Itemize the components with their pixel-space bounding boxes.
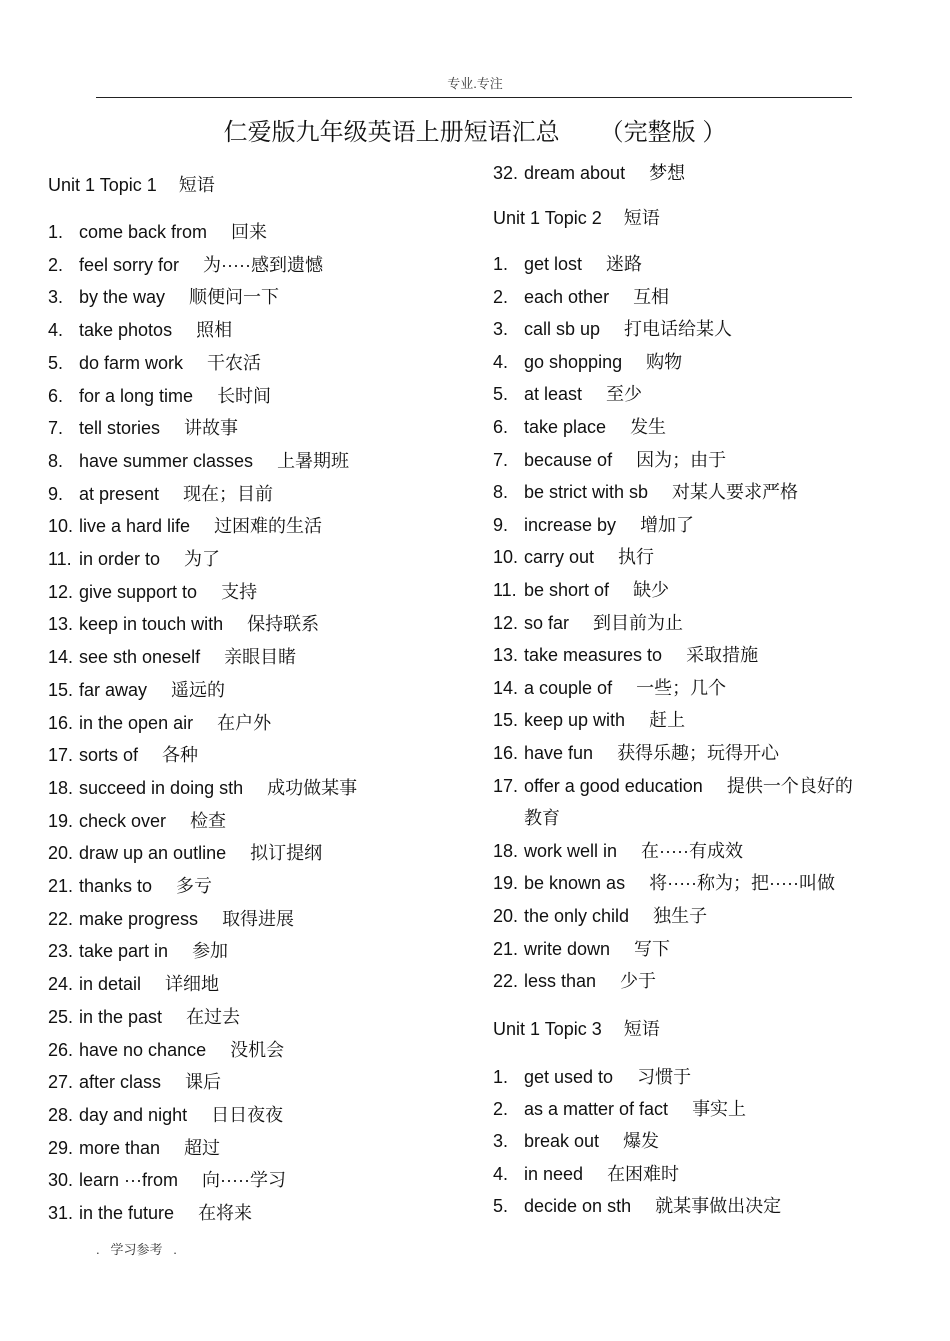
phrase-item <box>48 1202 252 1224</box>
phrase-chinese: 亲眼目睹 <box>224 647 297 668</box>
phrase-item <box>493 416 666 438</box>
phrase-english: check over <box>79 810 167 831</box>
phrase-english: be known as <box>524 873 626 894</box>
phrase-english: call sb up <box>524 319 601 340</box>
phrase-item <box>48 777 357 799</box>
phrase-english: keep in touch with <box>79 614 224 635</box>
phrase-english: more than <box>79 1137 161 1158</box>
phrase-chinese: 保持联系 <box>247 614 320 635</box>
phrase-english: in order to <box>79 549 161 569</box>
phrase-item <box>48 254 323 276</box>
phrase-chinese: 就某事做出决定 <box>655 1195 782 1216</box>
phrase-chinese: 对某人要求严格 <box>672 482 799 503</box>
phrase-item <box>48 744 198 766</box>
item-number: 5. <box>493 384 509 405</box>
phrase-english: draw up an outline <box>79 843 227 864</box>
phrase-english: the only child <box>524 906 630 926</box>
phrase-chinese: 没机会 <box>230 1039 285 1060</box>
phrase-chinese: 发生 <box>630 417 667 437</box>
phrase-chinese: 梦想 <box>649 163 686 183</box>
item-number: 28. <box>48 1104 74 1125</box>
item-number: 4. <box>493 1163 509 1184</box>
item-number: 19. <box>493 873 519 894</box>
phrase-chinese: 讲故事 <box>184 418 239 439</box>
section-label: 短语 <box>178 175 215 195</box>
item-number: 3. <box>493 1131 509 1152</box>
phrase-item <box>48 1137 220 1159</box>
phrase-chinese: 到目前为止 <box>593 612 684 633</box>
phrase-item <box>48 450 349 472</box>
phrase-english: feel sorry for <box>79 254 180 275</box>
phrase-english: do farm work <box>79 352 184 373</box>
phrase-item <box>493 970 656 992</box>
phrase-chinese: 干农活 <box>207 352 262 373</box>
phrase-english: after class <box>79 1072 162 1093</box>
phrase-english: 教育 <box>524 808 560 829</box>
phrase-item <box>493 905 707 927</box>
phrase-english: as a matter of fact <box>524 1099 669 1120</box>
section-heading <box>493 207 660 229</box>
phrase-chinese: 照相 <box>196 320 233 341</box>
item-number: 9. <box>493 514 509 535</box>
item-number: 5. <box>48 352 64 373</box>
phrase-item <box>493 1195 781 1217</box>
phrase-chinese: 迷路 <box>606 254 643 274</box>
phrase-english: far away <box>79 679 148 700</box>
item-number: 22. <box>493 971 519 992</box>
phrase-chinese: 过困难的生活 <box>214 516 323 537</box>
phrase-item <box>48 221 267 243</box>
phrase-english: day and night <box>79 1104 188 1125</box>
phrase-english: take measures to <box>524 645 663 666</box>
section-title: Unit 1 Topic 3 <box>493 1019 602 1039</box>
phrase-chinese: 课后 <box>185 1072 222 1093</box>
item-number: 7. <box>493 449 509 470</box>
phrase-item <box>48 417 238 439</box>
item-number: 15. <box>493 710 519 731</box>
phrase-english: because of <box>524 449 613 470</box>
item-number: 4. <box>493 351 509 372</box>
phrase-english: be strict with sb <box>524 482 649 503</box>
item-number: 29. <box>48 1137 74 1158</box>
phrase-english: sorts of <box>79 745 139 766</box>
phrase-item <box>48 712 271 734</box>
phrase-item <box>493 1163 679 1185</box>
phrase-item <box>48 1169 286 1191</box>
phrase-english: a couple of <box>524 677 613 698</box>
phrase-item <box>493 383 642 405</box>
item-number: 8. <box>48 450 64 471</box>
phrase-item <box>48 613 319 635</box>
phrase-chinese: 支持 <box>221 581 258 602</box>
phrase-english: in the open air <box>79 712 194 733</box>
phrase-chinese: 习惯于 <box>637 1067 692 1087</box>
phrase-item <box>493 742 779 764</box>
phrase-item <box>493 351 682 373</box>
phrase-english: get lost <box>524 254 583 274</box>
item-number: 7. <box>48 418 64 439</box>
phrase-item <box>493 162 685 184</box>
phrase-english: be short of <box>524 580 610 600</box>
phrase-chinese: 一些；几个 <box>636 677 727 698</box>
phrase-item <box>48 319 232 341</box>
section-heading <box>48 174 215 196</box>
phrase-english: in the future <box>79 1203 175 1223</box>
phrase-continuation <box>493 807 560 829</box>
phrase-english: keep up with <box>524 710 626 731</box>
item-number: 1. <box>493 254 509 274</box>
phrase-chinese: 获得乐趣；玩得开心 <box>617 743 780 763</box>
phrase-chinese: 至少 <box>606 384 643 405</box>
phrase-english: take place <box>524 417 607 437</box>
item-number: 1. <box>493 1067 509 1087</box>
phrase-english: come back from <box>79 222 208 242</box>
phrase-english: for a long time <box>79 385 194 406</box>
phrase-chinese: 爆发 <box>623 1131 660 1152</box>
phrase-english: in need <box>524 1163 584 1184</box>
item-number: 17. <box>48 745 74 766</box>
phrase-chinese: 长时间 <box>217 385 272 406</box>
phrase-chinese: 赶上 <box>649 710 686 731</box>
phrase-english: carry out <box>524 547 595 568</box>
item-number: 4. <box>48 320 64 341</box>
phrase-item <box>493 546 654 568</box>
phrase-chinese: 拟订提纲 <box>250 843 323 864</box>
phrase-english: thanks to <box>79 876 153 896</box>
phrase-item <box>493 612 683 634</box>
item-number: 6. <box>48 385 64 406</box>
item-number: 25. <box>48 1006 74 1027</box>
phrase-item <box>493 481 798 503</box>
phrase-chinese: 各种 <box>162 745 199 766</box>
phrase-item <box>493 449 726 471</box>
phrase-chinese: 购物 <box>646 351 683 372</box>
phrase-chinese: 回来 <box>231 222 268 242</box>
phrase-item <box>48 483 273 505</box>
phrase-english: take photos <box>79 320 173 341</box>
item-number: 14. <box>493 677 519 698</box>
phrase-chinese: 事实上 <box>692 1099 747 1120</box>
phrase-item <box>48 875 212 897</box>
item-number: 21. <box>493 938 519 959</box>
phrase-english: less than <box>524 971 597 992</box>
item-number: 27. <box>48 1072 74 1093</box>
phrase-item <box>493 872 835 894</box>
phrase-item <box>493 514 694 536</box>
phrase-item <box>48 940 228 962</box>
phrase-item <box>48 1039 284 1061</box>
item-number: 11. <box>48 549 72 569</box>
item-number: 1. <box>48 222 64 242</box>
phrase-chinese: 执行 <box>618 547 655 568</box>
item-number: 8. <box>493 482 509 503</box>
phrase-item <box>493 709 685 731</box>
phrase-english: in the past <box>79 1006 163 1027</box>
phrase-item <box>493 938 670 960</box>
item-number: 16. <box>48 712 74 733</box>
phrase-chinese: 顺便问一下 <box>189 287 280 308</box>
item-number: 14. <box>48 647 74 668</box>
phrase-chinese: 成功做某事 <box>267 777 358 798</box>
phrase-chinese: 为了 <box>184 549 221 569</box>
item-number: 15. <box>48 679 74 700</box>
section-label: 短语 <box>623 208 660 228</box>
phrase-english: dream about <box>524 163 626 183</box>
item-number: 23. <box>48 941 74 962</box>
page-footer: . 学习参考 . <box>96 1242 177 1257</box>
phrase-chinese: 参加 <box>192 941 229 962</box>
phrase-chinese: 上暑期班 <box>277 450 350 471</box>
page-title: 仁爱版九年级英语上册短语汇总 （完整版 ） <box>223 119 727 146</box>
phrase-english: by the way <box>79 287 166 308</box>
phrase-chinese: 在·····有成效 <box>641 840 744 861</box>
phrase-item <box>493 775 853 797</box>
item-number: 6. <box>493 417 509 437</box>
phrase-english: succeed in doing sth <box>79 777 244 798</box>
item-number: 26. <box>48 1039 74 1060</box>
phrase-item <box>48 286 279 308</box>
phrase-item <box>48 908 294 930</box>
item-number: 2. <box>493 286 509 307</box>
phrase-english: see sth oneself <box>79 647 201 668</box>
phrase-chinese: 因为；由于 <box>636 449 727 470</box>
phrase-chinese: 多亏 <box>176 876 213 896</box>
phrase-english: learn ···from <box>79 1170 179 1191</box>
phrase-item <box>48 385 271 407</box>
phrase-item <box>493 1098 746 1120</box>
phrase-chinese: 在困难时 <box>607 1163 680 1184</box>
phrase-item <box>48 581 257 603</box>
phrase-english: make progress <box>79 908 199 929</box>
phrase-english: decide on sth <box>524 1195 632 1216</box>
phrase-chinese: 独生子 <box>653 906 708 926</box>
phrase-item <box>493 253 642 275</box>
item-number: 24. <box>48 974 74 995</box>
phrase-chinese: 超过 <box>184 1137 221 1158</box>
phrase-english: have fun <box>524 743 594 763</box>
phrase-item <box>493 318 732 340</box>
phrase-item <box>48 1104 283 1126</box>
item-number: 9. <box>48 483 64 504</box>
item-number: 3. <box>48 287 64 308</box>
section-title: Unit 1 Topic 1 <box>48 175 157 195</box>
phrase-item <box>493 840 743 862</box>
phrase-english: give support to <box>79 581 198 602</box>
item-number: 16. <box>493 743 519 763</box>
phrase-english: so far <box>524 612 570 633</box>
phrase-chinese: 取得进展 <box>222 908 295 929</box>
phrase-chinese: 现在；目前 <box>183 483 274 504</box>
phrase-item <box>493 644 758 666</box>
phrase-chinese: 遥远的 <box>171 679 226 700</box>
phrase-chinese: 少于 <box>620 971 657 992</box>
phrase-english: increase by <box>524 514 617 535</box>
phrase-chinese: 缺少 <box>633 580 670 600</box>
phrase-english: at present <box>79 483 160 504</box>
phrase-item <box>48 352 261 374</box>
phrase-item <box>48 1006 240 1028</box>
item-number: 30. <box>48 1170 74 1191</box>
phrase-english: each other <box>524 286 610 307</box>
phrase-item <box>48 548 220 570</box>
phrase-chinese: 将·····称为；把·····叫做 <box>649 873 836 894</box>
phrase-chinese: 检查 <box>190 810 227 831</box>
phrase-chinese: 打电话给某人 <box>624 319 733 340</box>
phrase-chinese: 写下 <box>634 938 671 959</box>
phrase-english: at least <box>524 384 583 405</box>
phrase-english: write down <box>524 938 611 959</box>
phrase-chinese: 在户外 <box>217 712 272 733</box>
phrase-english: have no chance <box>79 1039 207 1060</box>
phrase-chinese: 互相 <box>633 286 670 307</box>
item-number: 18. <box>493 840 519 861</box>
phrase-chinese: 日日夜夜 <box>211 1104 284 1125</box>
phrase-english: live a hard life <box>79 516 191 537</box>
item-number: 11. <box>493 580 517 600</box>
phrase-item <box>48 973 219 995</box>
item-number: 10. <box>48 516 74 537</box>
phrase-item <box>48 810 226 832</box>
item-number: 17. <box>493 775 519 796</box>
phrase-chinese: 向·····学习 <box>202 1170 286 1191</box>
item-number: 12. <box>493 612 519 633</box>
phrase-english: take part in <box>79 941 169 962</box>
item-number: 21. <box>48 876 74 896</box>
phrase-chinese: 为·····感到遗憾 <box>203 254 324 275</box>
item-number: 2. <box>493 1099 509 1120</box>
item-number: 22. <box>48 908 74 929</box>
phrase-item <box>493 1130 659 1152</box>
phrase-english: work well in <box>524 840 618 861</box>
section-title: Unit 1 Topic 2 <box>493 208 602 228</box>
phrase-chinese: 采取措施 <box>686 645 759 666</box>
phrase-english: in detail <box>79 974 142 995</box>
phrase-chinese: 详细地 <box>165 974 220 995</box>
header-divider <box>96 97 852 98</box>
phrase-item <box>48 842 322 864</box>
item-number: 13. <box>48 614 74 635</box>
item-number: 12. <box>48 581 74 602</box>
phrase-chinese: 增加了 <box>640 514 695 535</box>
section-label: 短语 <box>623 1019 660 1039</box>
item-number: 3. <box>493 319 509 340</box>
item-number: 18. <box>48 777 74 798</box>
page-header: 专业.专注 <box>447 76 503 91</box>
item-number: 10. <box>493 547 519 568</box>
item-number: 13. <box>493 645 519 666</box>
item-number: 19. <box>48 810 74 831</box>
item-number: 31. <box>48 1203 74 1223</box>
phrase-item <box>493 579 669 601</box>
phrase-english: have summer classes <box>79 450 254 471</box>
phrase-item <box>48 679 225 701</box>
phrase-chinese: 提供一个良好的 <box>726 775 853 796</box>
phrase-item <box>493 677 726 699</box>
phrase-english: offer a good education <box>524 775 703 796</box>
phrase-chinese: 在过去 <box>186 1006 241 1027</box>
phrase-item <box>48 1071 221 1093</box>
item-number: 5. <box>493 1195 509 1216</box>
phrase-english: break out <box>524 1131 600 1152</box>
item-number: 20. <box>48 843 74 864</box>
phrase-item <box>493 286 669 308</box>
item-number: 20. <box>493 906 519 926</box>
item-number: 2. <box>48 254 64 275</box>
phrase-item <box>48 515 322 537</box>
phrase-item <box>493 1066 691 1088</box>
phrase-english: tell stories <box>79 418 161 439</box>
phrase-chinese: 在将来 <box>198 1203 253 1223</box>
section-heading <box>493 1018 660 1040</box>
item-number: 32. <box>493 163 519 183</box>
phrase-english: go shopping <box>524 351 623 372</box>
phrase-english: get used to <box>524 1067 614 1087</box>
phrase-item <box>48 646 296 668</box>
